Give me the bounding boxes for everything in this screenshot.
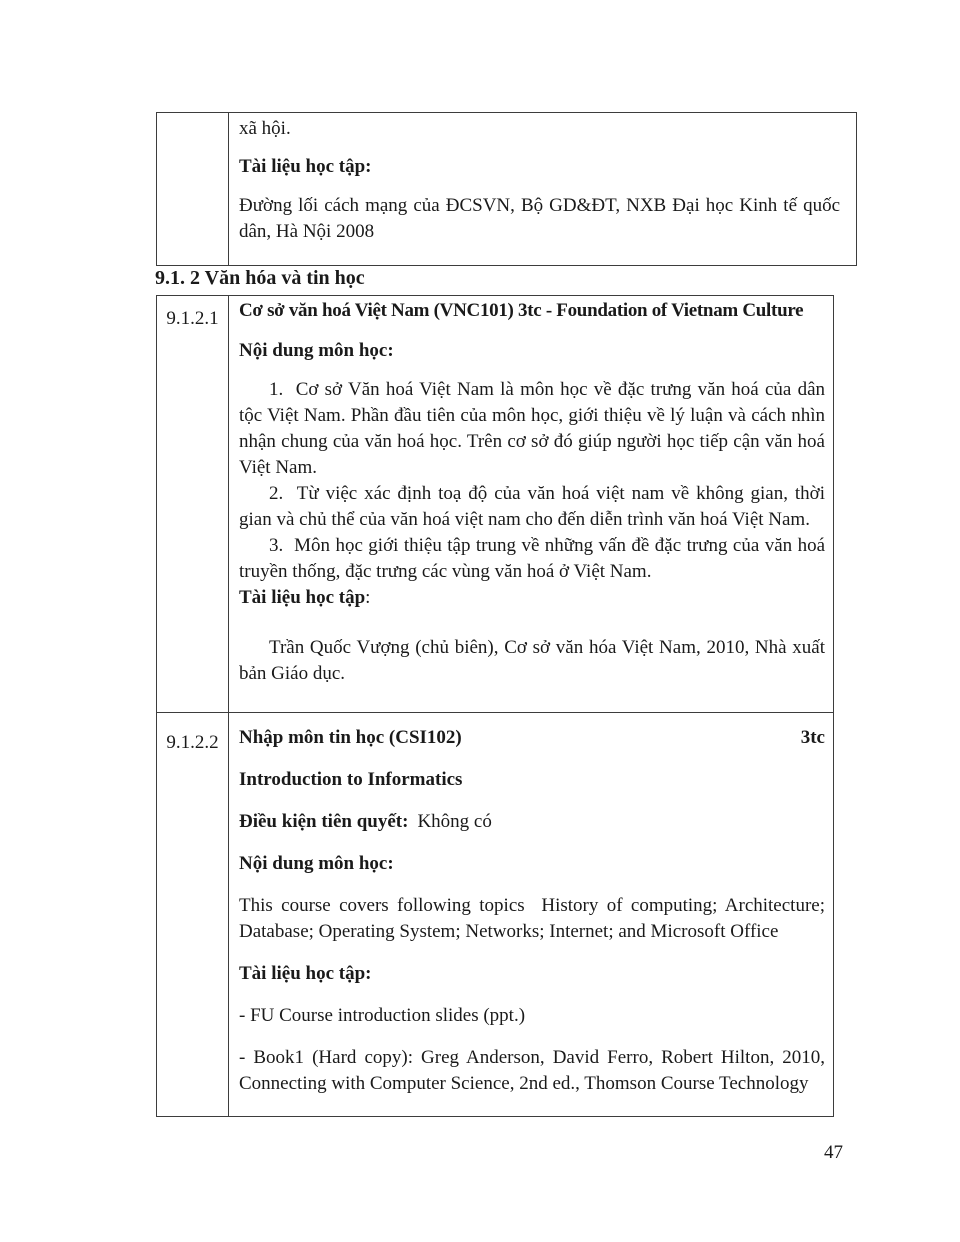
- course-title: Cơ sở văn hoá Việt Nam (VNC101) 3tc - Foundation of Vietnam Culture: [239, 300, 804, 321]
- course-content-cell: [229, 113, 856, 265]
- row-id-cell-empty: [157, 113, 229, 265]
- materials-reference: Trần Quốc Vượng (chủ biên), Cơ sở văn hóa Việt Nam, 2010, Nhà xuất bản Giáo dục.: [239, 637, 825, 684]
- materials-heading-colon: :: [365, 587, 371, 608]
- section-heading: 9.1. 2 Văn hóa và tin học: [155, 267, 365, 289]
- row-id-cell: [157, 713, 229, 1117]
- materials-heading: [239, 585, 825, 611]
- prerequisite-value: Không có: [417, 810, 492, 832]
- prerequisite-line: [239, 809, 825, 835]
- row-id: 9.1.2.2: [166, 731, 219, 753]
- course-description-tail: xã hội.: [239, 118, 291, 139]
- page-number: 47: [824, 1142, 843, 1163]
- materials-reference: Đường lối cách mạng của ĐCSVN, Bộ GD&ĐT, NXB Đại học Kinh tế quốc dân, Hà Nội 2008: [239, 195, 840, 242]
- course-title: Nhập môn tin học (CSI102): [239, 726, 462, 748]
- course-description: This course covers following topics History of computing; Architecture; Database; Operating System; Networks; Internet; and Microsoft Office: [239, 894, 825, 942]
- materials-item: - FU Course introduction slides (ppt.): [239, 1004, 526, 1026]
- course-content-cell: [229, 296, 833, 712]
- course-subtitle: Introduction to Informatics: [239, 768, 463, 790]
- course-content-cell: [229, 713, 833, 1117]
- course-topic-item: 2. Từ việc xác định toạ độ của văn hoá việt nam về không gian, thời gian và chủ thể của văn hoá việt nam cho đến diễn trình văn hoá Việt Nam.: [239, 483, 825, 530]
- table-row-csi102: [157, 713, 833, 1117]
- course-title-row: [239, 725, 825, 751]
- table-row-vnc101: [157, 296, 833, 713]
- materials-item: - Book1 (Hard copy): Greg Anderson, David Ferro, Robert Hilton, 2010, Connecting with Computer Science, 2nd ed., Thomson Course Technology: [239, 1046, 825, 1094]
- content-heading: Nội dung môn học:: [239, 340, 394, 361]
- materials-heading-label: Tài liệu học tập: [239, 587, 366, 608]
- row-id: 9.1.2.1: [166, 308, 219, 329]
- materials-heading: Tài liệu học tập:: [239, 156, 372, 177]
- content-heading: Nội dung môn học:: [239, 852, 394, 874]
- course-credits: 3tc: [800, 726, 825, 748]
- course-table: [156, 295, 834, 1117]
- materials-heading: Tài liệu học tập:: [239, 962, 372, 984]
- course-table-continuation: [156, 112, 857, 266]
- course-topic-item: 3. Môn học giới thiệu tập trung về những vấn đề đặc trưng của văn hoá truyền thống, đặc trưng các vùng văn hoá ở Việt Nam.: [239, 535, 825, 582]
- course-topic-item: 1. Cơ sở Văn hoá Việt Nam là môn học về đặc trưng văn hoá của dân tộc Việt Nam. Phần đầu tiên của môn học, giới thiệu về lý luận và cách nhìn nhận chung của văn hoá học. Trên cơ sở đó giúp người học tiếp cận văn hoá Việt Nam.: [239, 379, 825, 478]
- prerequisite-label: Điều kiện tiên quyết:: [239, 810, 409, 832]
- row-id-cell: [157, 296, 229, 712]
